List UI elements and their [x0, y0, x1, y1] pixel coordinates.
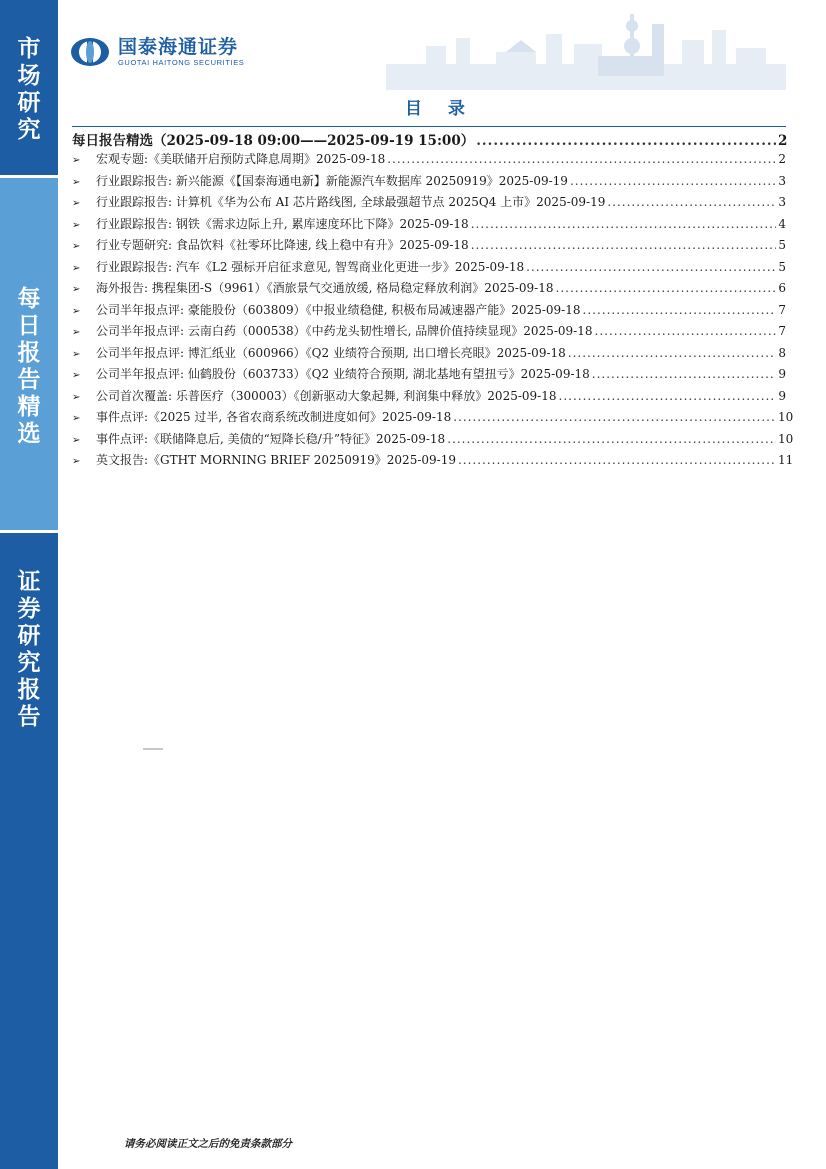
toc-entry[interactable]: [72, 236, 786, 258]
logo-english-name: GUOTAI HAITONG SECURITIES: [118, 58, 245, 67]
bullet-arrow-icon: ➢: [72, 155, 81, 166]
toc-entry[interactable]: [72, 301, 786, 323]
toc-item-list: [72, 150, 794, 473]
toc-page-number: 3: [778, 195, 786, 209]
sidebar-section-label: 每日报告精选: [17, 286, 41, 447]
sidebar-section-daily-selection: [0, 178, 58, 530]
toc-entry[interactable]: [72, 150, 786, 172]
toc-page-number: 10: [778, 431, 794, 446]
toc-page-number: 7: [778, 324, 786, 338]
toc-leader-dots: [559, 389, 777, 403]
toc-entry-text: 公司半年报点评: 博汇纸业（600966）《Q2 业绩符合预期, 出口增长亮眼》2025-09-18: [96, 345, 566, 360]
toc-entry-text: 英文报告:《GTHT MORNING BRIEF 20250919》2025-09-19: [96, 453, 456, 467]
toc-entry[interactable]: [72, 172, 786, 194]
toc-entry[interactable]: [72, 430, 794, 452]
bullet-arrow-icon: ➢: [72, 241, 81, 252]
city-skyline-graphic: [386, 4, 786, 90]
toc-page-number: 5: [778, 259, 786, 274]
bullet-arrow-icon: ➢: [72, 176, 81, 188]
toc-entry[interactable]: [72, 215, 786, 237]
bullet-arrow-icon: ➢: [72, 305, 81, 317]
toc-entry-text: 行业跟踪报告: 汽车《L2 强标开启征求意见, 智驾商业化更进一步》2025-09-18: [96, 259, 525, 274]
bullet-arrow-icon: ➢: [72, 413, 81, 424]
toc-entry-text: 公司半年报点评: 豪能股份（603809）《中报业绩稳健, 积极布局减速器产能》2025-09-18: [96, 302, 581, 317]
toc-page-number: 11: [778, 453, 794, 467]
toc-page-number: 9: [778, 388, 786, 403]
toc-leader-dots: [592, 367, 776, 381]
toc-entry-text: 行业跟踪报告: 钢铁《需求边际上升, 累库速度环比下降》2025-09-18: [96, 216, 469, 231]
toc-entry-text: 宏观专题:《美联储开启预防式降息周期》2025-09-18: [96, 152, 386, 166]
toc-entry[interactable]: [72, 387, 786, 409]
bullet-arrow-icon: ➢: [72, 284, 81, 295]
toc-page-number: 3: [778, 173, 786, 188]
bullet-arrow-icon: ➢: [72, 434, 81, 446]
table-of-contents: [72, 126, 794, 473]
toc-entry[interactable]: [72, 322, 786, 344]
toc-entry-text: 事件点评:《联储降息后, 美债的“短降长稳/升”特征》2025-09-18: [96, 431, 446, 446]
toc-page-number: 4: [778, 216, 786, 231]
bullet-arrow-icon: ➢: [72, 456, 81, 467]
toc-section-heading[interactable]: [72, 126, 786, 150]
sidebar-section-label: 证券研究报告: [17, 569, 41, 730]
toc-page-number: 9: [778, 367, 786, 381]
toc-leader-dots: [458, 453, 776, 467]
gthtsec-logo-icon: [70, 37, 110, 67]
stray-mark: [143, 748, 163, 750]
toc-entry[interactable]: [72, 451, 794, 473]
toc-page-number: 7: [778, 302, 786, 317]
toc-leader-dots: [471, 238, 776, 252]
toc-entry[interactable]: [72, 408, 794, 430]
page-header: [58, 0, 826, 90]
sidebar-section-securities-report: [0, 533, 58, 1169]
bullet-arrow-icon: ➢: [72, 198, 81, 209]
toc-leader-dots: [387, 152, 776, 166]
toc-entry[interactable]: [72, 193, 786, 215]
toc-title: 目 录: [405, 99, 475, 119]
logo-chinese-name: 国泰海通证券: [118, 36, 239, 58]
toc-page-number: 2: [778, 152, 786, 166]
bullet-arrow-icon: ➢: [72, 391, 81, 403]
toc-leader-dots: [447, 432, 776, 446]
toc-leader-dots: [570, 174, 776, 188]
toc-leader-dots: [607, 195, 776, 209]
toc-page-number: 5: [778, 238, 786, 252]
left-sidebar: [0, 0, 58, 1169]
toc-entry-text: 事件点评:《2025 过半, 各省农商系统改制进度如何》2025-09-18: [96, 410, 452, 424]
toc-entry[interactable]: [72, 279, 786, 301]
toc-page-number: 10: [778, 410, 794, 424]
toc-entry-text: 公司首次覆盖: 乐普医疗（300003）《创新驱动大象起舞, 利润集中释放》2025-09-18: [96, 388, 557, 403]
toc-entry[interactable]: [72, 344, 786, 366]
toc-entry[interactable]: [72, 365, 786, 387]
brand-logo: [70, 36, 244, 68]
bullet-arrow-icon: ➢: [72, 327, 81, 338]
toc-entry-text: 行业专题研究: 食品饮料《社零环比降速, 线上稳中有升》2025-09-18: [96, 238, 469, 252]
toc-entry-text: 行业跟踪报告: 计算机《华为公布 AI 芯片路线图, 全球最强超节点 2025Q4 上市》2025-09-19: [96, 195, 606, 209]
toc-entry-text: 行业跟踪报告: 新兴能源《【国泰海通电新】新能源汽车数据库 20250919》2025-09-19: [96, 173, 568, 188]
disclaimer-note: 请务必阅读正文之后的免责条款部分: [124, 1138, 292, 1150]
toc-leader-dots: [453, 410, 776, 424]
toc-entry-text: 海外报告: 携程集团-S（9961）《酒旅景气交通放缓, 格局稳定释放利润》2025-09-18: [96, 281, 554, 295]
sidebar-section-market-research: [0, 0, 58, 175]
bullet-arrow-icon: ➢: [72, 370, 81, 381]
toc-entry-text: 公司半年报点评: 仙鹤股份（603733）《Q2 业绩符合预期, 湖北基地有望扭亏》2025-09-18: [96, 367, 590, 381]
toc-heading-text: 每日报告精选（2025-09-18 09:00——2025-09-19 15:00）: [72, 133, 475, 149]
bullet-arrow-icon: ➢: [72, 262, 81, 274]
toc-leader-dots: [583, 303, 777, 317]
toc-leader-dots: [476, 133, 776, 149]
toc-leader-dots: [568, 346, 776, 360]
toc-leader-dots: [526, 260, 776, 274]
toc-page-number: 6: [778, 281, 786, 295]
sidebar-section-label: 市场研究: [17, 36, 41, 143]
bullet-arrow-icon: ➢: [72, 348, 81, 360]
toc-page-number: 2: [778, 133, 788, 149]
toc-entry[interactable]: [72, 258, 786, 280]
bullet-arrow-icon: ➢: [72, 219, 81, 231]
toc-leader-dots: [556, 281, 777, 295]
toc-leader-dots: [471, 217, 776, 231]
toc-entry-text: 公司半年报点评: 云南白药（000538）《中药龙头韧性增长, 品牌价值持续显现》2025-09-18: [96, 324, 593, 338]
toc-page-number: 8: [778, 345, 786, 360]
toc-leader-dots: [595, 324, 777, 338]
